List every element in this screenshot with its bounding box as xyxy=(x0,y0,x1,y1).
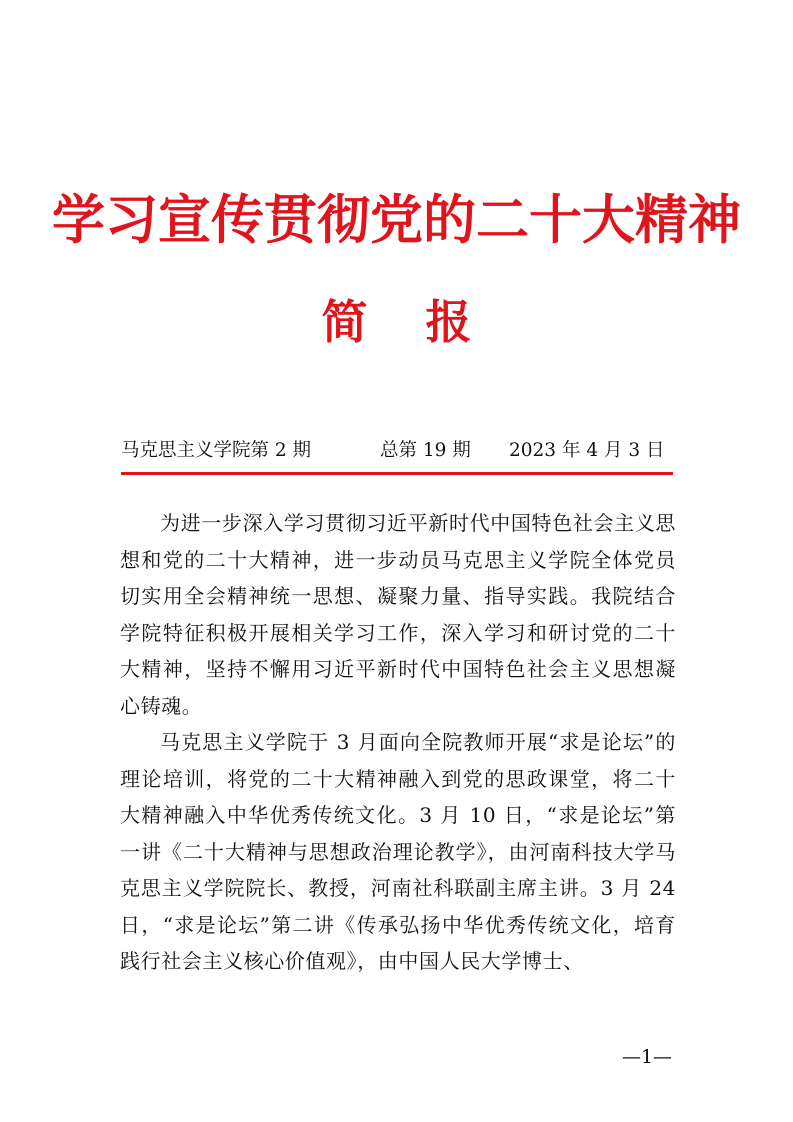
masthead-subtitle: 简报 xyxy=(321,295,530,349)
article-body xyxy=(120,505,676,980)
issue-date: 2023 年 4 月 3 日 xyxy=(509,440,665,461)
issue-info-line xyxy=(121,437,673,465)
issue-total-number: 总第 19 期 xyxy=(380,440,471,461)
page-number: —1— xyxy=(621,1046,673,1068)
paragraph-forum: 马克思主义学院于 3 月面向全院教师开展“求是论坛”的理论培训，将党的二十大精神融入到党的思政课堂，将二十大精神融入中华优秀传统文化。3 月 10 日，“求是论坛”第一讲《二十大精神与思想政治理论教学》，由河南科技大学马克思主义学院院长、教授，河南社科联副主席主讲。3 月 24 日，“求是论坛”第二讲《传承弘扬中华优秀传统文化，培育践行社会主义核心价值观》，由中国人民大学博士、 xyxy=(120,730,676,973)
paragraph-intro: 为进一步深入学习贯彻习近平新时代中国特色社会主义思想和党的二十大精神，进一步动员马克思主义学院全体党员切实用全会精神统一思想、凝聚力量、指导实践。我院结合学院特征积极开展相关学习工作，深入学习和研讨党的二十大精神，坚持不懈用习近平新时代中国特色社会主义思想凝心铸魂。 xyxy=(120,511,676,718)
red-divider-line xyxy=(121,472,673,475)
masthead-title: 学习宣传贯彻党的二十大精神 xyxy=(52,189,741,251)
issue-school-period: 马克思主义学院第 2 期 xyxy=(121,440,312,461)
